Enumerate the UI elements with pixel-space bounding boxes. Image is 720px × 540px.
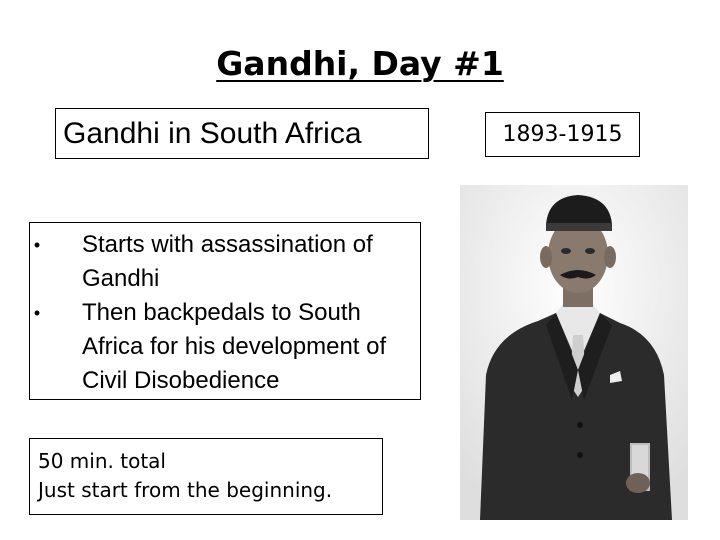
subtitle-box <box>55 108 429 159</box>
note-line-2: Just start from the beginning. <box>38 478 333 502</box>
note-box <box>29 438 383 515</box>
bullet-dot-icon: • <box>33 235 41 255</box>
gandhi-portrait-image <box>460 185 688 520</box>
bullet-text: Then backpedals to South Africa for his development of Civil Disobedience <box>82 299 387 394</box>
note-line-1: 50 min. total <box>38 449 166 473</box>
bullet-dot-icon: • <box>33 303 41 323</box>
portrait-photo-icon <box>460 185 688 520</box>
subtitle-text: Gandhi in South Africa <box>63 117 362 150</box>
dates-box <box>485 112 640 157</box>
bullet-text: Starts with assassination of Gandhi <box>82 231 373 292</box>
bullet-list-box <box>29 222 421 400</box>
slide-title: Gandhi, Day #1 <box>216 44 504 83</box>
dates-text: 1893-1915 <box>502 122 623 147</box>
